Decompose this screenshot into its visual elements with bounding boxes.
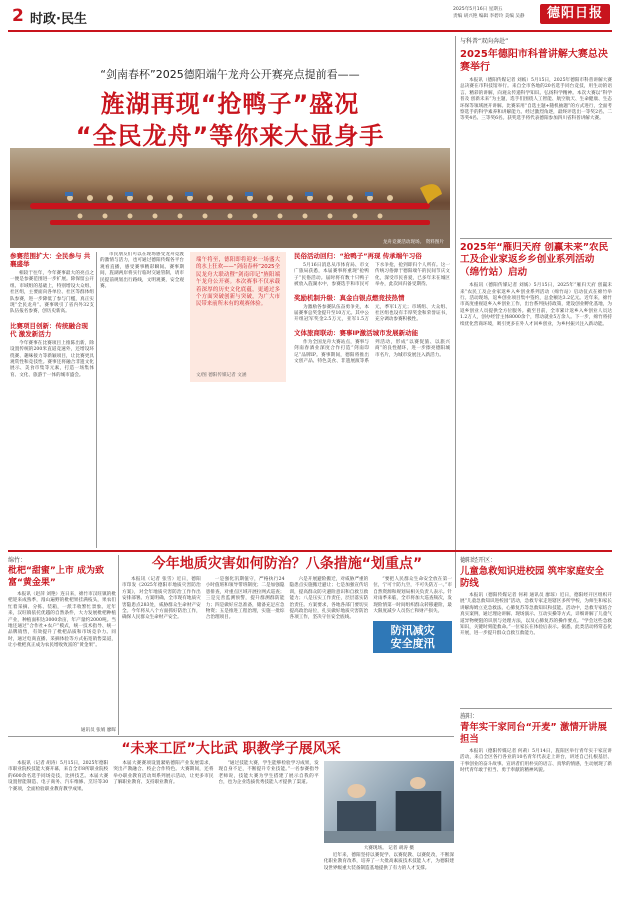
right-divider [460,708,612,709]
right-mid-body: 本报讯（德阳传媒记者 刘嫣）5月15日，2025年“雁归天府 创赢未来”农民工及企业家返乡入乡创业系列活动（绵竹站）启动仪式在绵竹举行。活动现场，返乡创业项目集中签约，总金额达3.2亿元。近年来，绵竹市高度重视返乡入乡创业工作，出台系列扶持政策，建设创业孵化基地，为返乡创业人员提供全方位服务。截至目前，全市累计返乡入乡创业人员达1.2万人，创办经营主体8000余个，带动就业5万余人。下一步，绵竹将持续优化营商环境，吸引更多在外人才回乡创业，为乡村振兴注入新动能。 [460,283,612,327]
lead-story [10,36,450,148]
craftsman-col1: 本报讯（记者 胡涛）5月15日，2025年德阳市职业院校技能大赛开幕，来自全市8所职业院校的600余名选手同场竞技，比拼技艺。本届大赛设置智能制造、电子商务、汽车维修、烹饪等30个赛项，全面检验职业教育教学成果。 [8,761,109,792]
youth-story [460,711,612,891]
craftsman-col2: 本届大赛赛项设置紧贴德阳产业发展需求，突出产教融合、校企合作特色。大赛期间，还将举办职业教育活动周系列展示活动，让更多市民了解职业教育、支持职业教育。 [113,761,214,786]
geo-title: 今年地质灾害如何防治？八条措施“划重点” [151,556,423,572]
page-number: 2 [12,6,24,26]
culture-body: 作为全国龙舟大赛站点，赛事与剑南春酒业深度合作打造“剑南印记”品牌IP。赛事期间，德阳将推出文创产品、特色美食、非遗展演等系列活动，形成“以赛促旅、以旅兴商”的良性循环，进一步擦亮德阳城市名片，为城市发展注入新活力。 [294,339,450,365]
lead-title-line1: 旌湖再现“抢鸭子”盛况 [100,90,360,118]
editor-line: 责编 胡兴艳 编辑 李碧玲 美编 吴静 [453,14,525,19]
lead-photo [10,148,450,248]
geo-col4: “要把人民群众生命安全放在第一位，宁可十防九空，不可失防万一。”市自然资源和规划局相关负责人表示。针对雨季来临，全市将加大巡查频次，发现险情第一时间组织群众转移避险，最大限度减少人员伤亡和财产损失。 [373,577,452,615]
main-divider [455,36,456,588]
craftsman-caption: 大赛现场。 记者 胡涛 摄 [363,846,415,851]
craftsman-title: “未来工匠”大比武 职教学子展风采 [121,741,341,757]
right-top-story [460,36,612,236]
craftsman-story [8,740,454,892]
flood-stamp [373,621,452,653]
pull-quote: 端午将至，德阳即将迎来一场盛大的水上狂欢——“剑南春杯”2025全民龙舟大联动暨“剑南印记”旌阳端午龙舟公开赛。本次赛事不仅承载着深厚的历史文化底蕴，更通过多个方面突破创新与突破，为广大市民带来前所未有的观赛体验。 [196,257,280,308]
stamp-line2: 安全度汛 [390,637,435,651]
loquat-kicker: 绵竹： [8,557,27,564]
geo-col3: 六是开展避险搬迁，对威胁严重的隐患点实施搬迁避让；七是加强宣传培训，提高群众防灾避险意识和自救互救能力；八是压实工作责任，层层落实防治责任。方案要求，各地各部门要切实提高政治站位，扎实做好地质灾害防治各项工作，坚决守住安全底线。 [289,577,369,621]
stamp-line1: 防汛减灾 [390,624,435,638]
lower-divider [8,736,454,737]
youth-body: 本报讯（德阳传媒记者 何莉）5月14日，旌阳区举行青年实干家宣讲活动，来自全区各行各业的10名青年代表走上讲台，讲述自己扎根基层、干事创业的奋斗故事。宣讲者们用朴实的语言、真挚的情感，生动展现了新时代青年敢于担当、勇于奉献的精神风貌。 [460,749,612,774]
geo-disaster-story [122,555,452,733]
craftsman-photo [324,761,454,843]
paper-logo: 德阳日报 [540,4,610,24]
mid-divider [8,550,612,552]
first-aid-story [460,555,612,705]
lead-col1 [10,252,94,548]
date-line: 2025年5月16日 星期五 [453,7,503,12]
dragon-boat-illustration [10,148,450,248]
culture-title: 文体旅商联动：赛事IP激活城市发展新动能 [294,328,419,337]
loquat-footer: 通讯员 张娟 廖晖 [80,728,116,733]
reward-body: 为激励各参赛队伍奋勇争先，本届赛事总奖金提升至10万元。其中公开组冠军奖金2.5万元，亚军1.5万元，季军1万元；市域组、大众组、社区组也设有丰厚奖金和荣誉证书，充分调动参赛积极性。 [294,304,450,323]
craftsman-col3: “通过技能大赛，学生能够检验学习成果，发现自身不足，不断提升专业技能。”一名参赛指导老师说，技能大赛为学生搭建了展示自我的平台，也为企业选拔优秀技能人才提供了渠道。 [218,761,319,786]
right-top-kicker: 与科普“双向奔赴” [460,38,509,45]
geo-col2: 一是强化汛期值守，严格执行24小时值班和领导带班制度；二是加强隐患排查，对重点区域开展拉网式巡查；三是完善监测预警，提升群测群防能力；四是做好应急准备，储备充足应急物资；五是推进工程治理，实施一批综合治理项目。 [205,577,285,621]
youth-title: 青年实干家同台“开麦” 激情开讲展担当 [460,722,607,745]
workshop-illustration [324,761,454,843]
photo-caption: 龙舟竞赛活动现场。 资料图片 [382,240,444,245]
col-divider [118,555,119,735]
youth-kicker: 旌阳： [460,713,479,720]
section2-title: 比赛项目创新：传统融合现代 激发新活力 [10,321,88,338]
lead-col2 [100,252,184,548]
reward-title: 奖励机制升级：真金白银点燃竞技热情 [294,293,405,302]
first-aid-kicker: 德阳经开区： [460,557,497,564]
loquat-title: 枇杷“甜蜜”上市 成为致富“黄金果” [8,566,104,588]
section2-body: 今年赛事在比赛项目上推陈出新，除设置传统的200米直道竞速外，还增设环绕赛、趣味接力等新颖项目，让比赛更具观赏性和竞技性。赛事还将融合非遗文化展示、美食市集等元素，打造一场集体育、文化、旅游于一体的城市盛会。 [10,340,94,378]
col3-body: 市民朋友们可以在现场感受龙舟竞渡的激情与活力，也可通过德阳传媒各平台观看直播，感受赛事精彩瞬间。赛事期间，旌湖两岸将实行临时交通管制，请市民提前规划出行路线，文明观赛，安全观赛。 [100,252,184,290]
first-aid-title: 儿童急救知识进校园 筑牢家庭安全防线 [460,566,604,589]
loquat-story [8,555,116,733]
col-divider [96,252,97,548]
pull-byline: 文/图 德阳传媒记者 文涵 [196,373,247,378]
right-mid-title: 2025年“雁归天府 创赢未来”农民工及企业家返乡乡创业系列活动（绵竹站）启动 [460,242,609,278]
lead-col3 [294,252,450,548]
right-mid-story [460,242,612,548]
pull-quote-box [190,252,286,382]
right-divider [460,238,612,239]
folk-title: 民俗活动回归：“抢鸭子”再现 传承端午习俗 [294,252,422,260]
lead-kicker: “剑南春杯”2025德阳端午龙舟公开赛亮点提前看—— [100,68,360,81]
craftsman-col4: 近年来，德阳坚持以赛促学、以赛促教、以赛促改，不断深化职业教育改革，培养了一大批高素质技术技能人才，为德阳建设世界级重大装备制造基地提供了有力的人才支撑。 [323,853,454,871]
section1-title: 参赛范围扩大：全民参与 共襄盛举 [10,252,91,268]
section1-body: 相较于往年，今年赛事最大的亮点之一便是参赛范围进一步扩展。除保留公开组、市域组的基础上，特别增设大众组、社区组，主要面向各单位、社区等群体组队参赛，进一步降低了参与门槛，真正实现“全民龙舟”。赛事吸引了省内外32支队伍报名参赛，创历史新高。 [10,271,94,315]
header-rule [8,30,612,32]
geo-col1: 本报讯（记者 张雪）近日，德阳市印发《2025年德阳市地质灾害防治方案》，对全年地质灾害防治工作作出安排部署。方案明确，全市现有地质灾害隐患点283处，威胁群众生命财产安全。今年将从八个方面抓好防治工作，确保人民群众生命财产安全。 [122,577,201,621]
folk-body: 5月16日消息从市体育局、市文广旅局获悉，本届赛事将重现“抢鸭子”民俗活动。届时将有数十只鸭子被放入旌湖水中，参赛选手和市民可下水争抢，抢到即归个人所有。这一传统习俗源于德阳端午的民间节庆文化，深受市民喜爱，已多年未在城区举办，此次回归备受期待。 [294,263,450,288]
lead-title-line2: “全民龙舟”等你来大显身手 [75,122,385,148]
right-top-body: 本报讯（德阳传媒记者 刘嫣）5月15日，2025年德阳市科普讲解大赛总决赛在市科技馆举行。来自全市各地的20名选手同台竞技，用生动的语言、精彩的讲解，向观众传递科学知识、弘扬科学精神。本次大赛以“科学普及 创新未来”为主题，选手们围绕人工智能、航空航天、生命健康、生态环保等领域展开讲解。比赛采用“自选主题+随机抽题”的方式进行，全面考察选手的科学素养和讲解能力。经过激烈角逐，最终评选出一等奖2名、二等奖4名、三等奖6名。获奖选手将代表德阳参加四川省科普讲解大赛。 [460,78,612,122]
loquat-body: 本报讯（赵萍 刘艳）连日来，绵竹市汉旺镇的枇杷迎来成熟季，漫山遍野的枇杷果挂满枝头，果农们忙着采摘、分拣、装箱，一派丰收繁忙景象。近年来，汉旺镇依托优越的自然条件，大力发展枇杷种植产业，种植面积达3000余亩，年产量约2000吨。当地还通过“合作社+农户”模式，统一技术指导、统一品牌销售，有效提升了枇杷品质和市场竞争力。同时，通过电商直播、采摘体验等方式拓宽销售渠道，让小枇杷真正成为农民增收致富的“黄金果”。 [8,592,116,649]
first-aid-body: 本报讯（德阳传媒记者 何莉 通讯员 廖琼）近日，德阳经开区组织开展“儿童急救知识进校园”活动，急救专家走进辖区多所学校，为师生和家长讲解海姆立克急救法、心肺复苏等急救知识和技能。活动中，急救专家结合真实案例，通过理论讲解、现场演示、互动实操等方式，详细讲解了儿童气道异物梗阻的识别与处理方法，以及心肺复苏的操作要点。“学会这些急救知识，关键时刻能救命。”一位家长在体验后表示。据悉，此类活动将常态化开展，进一步提升群众自救互救能力。 [460,593,612,637]
right-top-title: 2025年德阳市科普讲解大赛总决赛举行 [460,49,608,73]
section-name: 时政·民生 [30,12,87,27]
masthead [8,4,612,28]
